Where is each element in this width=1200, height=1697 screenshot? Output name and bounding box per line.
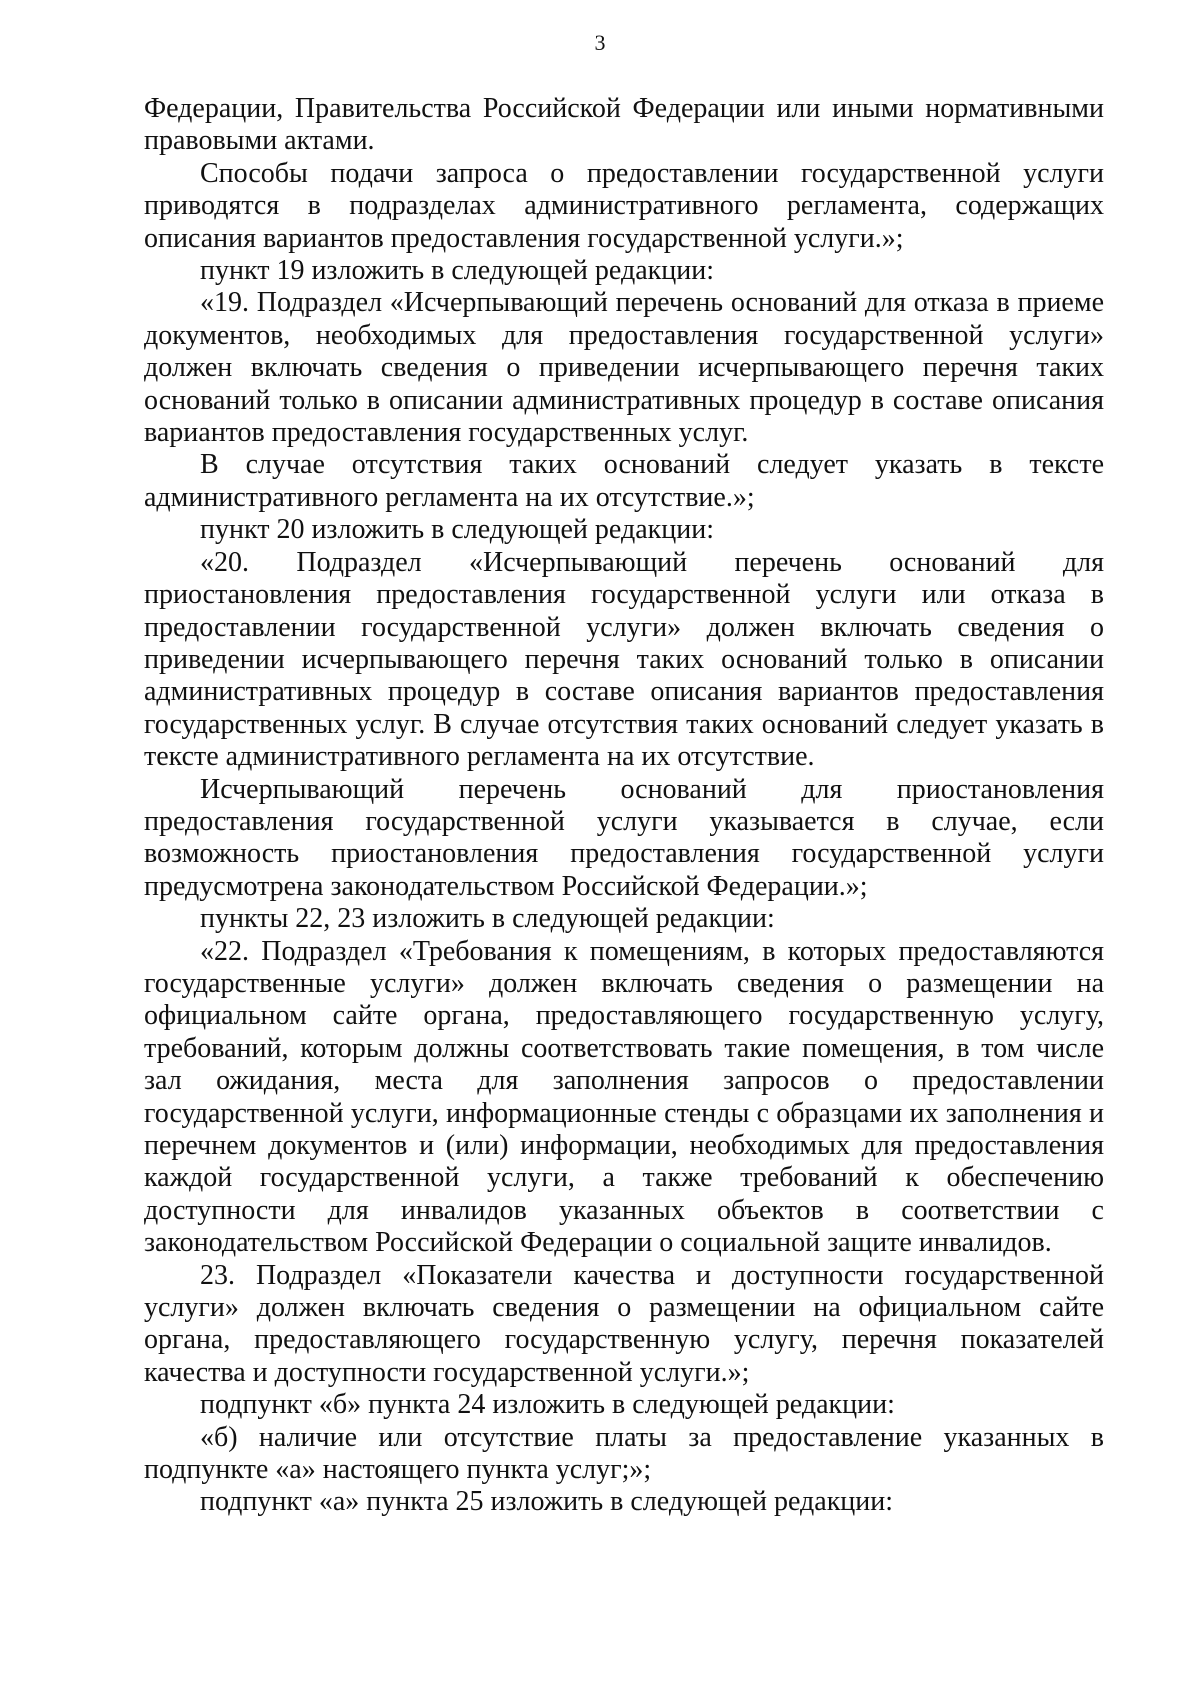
paragraph-submission-methods: Способы подачи запроса о предоставлении государственной услуги приводятся в подразделах административного регламента, содержащих описания вариантов предоставления государственной услуги.»; [144,157,1104,254]
paragraph-amend-items-22-23: пункты 22, 23 изложить в следующей редакции: [200,903,775,935]
paragraph-amend-item-24b: подпункт «б» пункта 24 изложить в следующей редакции: [200,1389,895,1421]
paragraph-item-19-absence: В случае отсутствия таких оснований следует указать в тексте административного регламента на их отсутствие.»; [144,449,1104,513]
paragraph-item-19: «19. Подраздел «Исчерпывающий перечень оснований для отказа в приеме документов, необходимых для предоставления государственной услуги» должен включать сведения о приведении исчерпывающего перечня таких оснований только в описании административных процедур в составе описания вариантов предоставления государственных услуг. [144,287,1104,449]
document-body [144,93,1104,1519]
paragraph-item-20-suspension: Исчерпывающий перечень оснований для приостановления предоставления государственной услуги указывается в случае, если возможность приостановления предоставления государственной услуги предусмотрена законодательством Российской Федерации.»; [144,773,1104,902]
paragraph-continuation: Федерации, Правительства Российской Федерации или иными нормативными правовыми актами. [144,93,1104,157]
paragraph-amend-item-20: пункт 20 изложить в следующей редакции: [200,514,714,546]
paragraph-amend-item-25a: подпункт «а» пункта 25 изложить в следующей редакции: [200,1486,894,1518]
paragraph-item-24b: «б) наличие или отсутствие платы за предоставление указанных в подпункте «а» настоящего пункта услуг;»; [144,1421,1104,1486]
paragraph-item-20: «20. Подраздел «Исчерпывающий перечень оснований для приостановления предоставления государственной услуги или отказа в предоставлении государственной услуги» должен включать сведения о приведении исчерпывающего перечня таких оснований только в описании административных процедур в составе описания вариантов предоставления государственных услуг. В случае отсутствия таких оснований следует указать в тексте административного регламента на их отсутствие. [144,546,1104,773]
paragraph-item-23: 23. Подраздел «Показатели качества и доступности государственной услуги» должен включать сведения о размещении на официальном сайте органа, предоставляющего государственную услугу, перечня показателей качества и доступности государственной услуги.»; [144,1259,1104,1388]
page-number: 3 [594,30,606,55]
paragraph-amend-item-19: пункт 19 изложить в следующей редакции: [200,255,714,287]
paragraph-item-22: «22. Подраздел «Требования к помещениям, в которых предоставляются государственные услуги» должен включать сведения о размещении на официальном сайте органа, предоставляющего государственную услугу, требований, которым должны соответствовать такие помещения, в том числе зал ожидания, места для заполнения запросов о предоставлении государственной услуги, информационные стенды с образцами их заполнения и перечнем документов и (или) информации, необходимых для предоставления каждой государственной услуги, а также требований к обеспечению доступности для инвалидов указанных объектов в соответствии с законодательством Российской Федерации о социальной защите инвалидов. [144,935,1104,1259]
